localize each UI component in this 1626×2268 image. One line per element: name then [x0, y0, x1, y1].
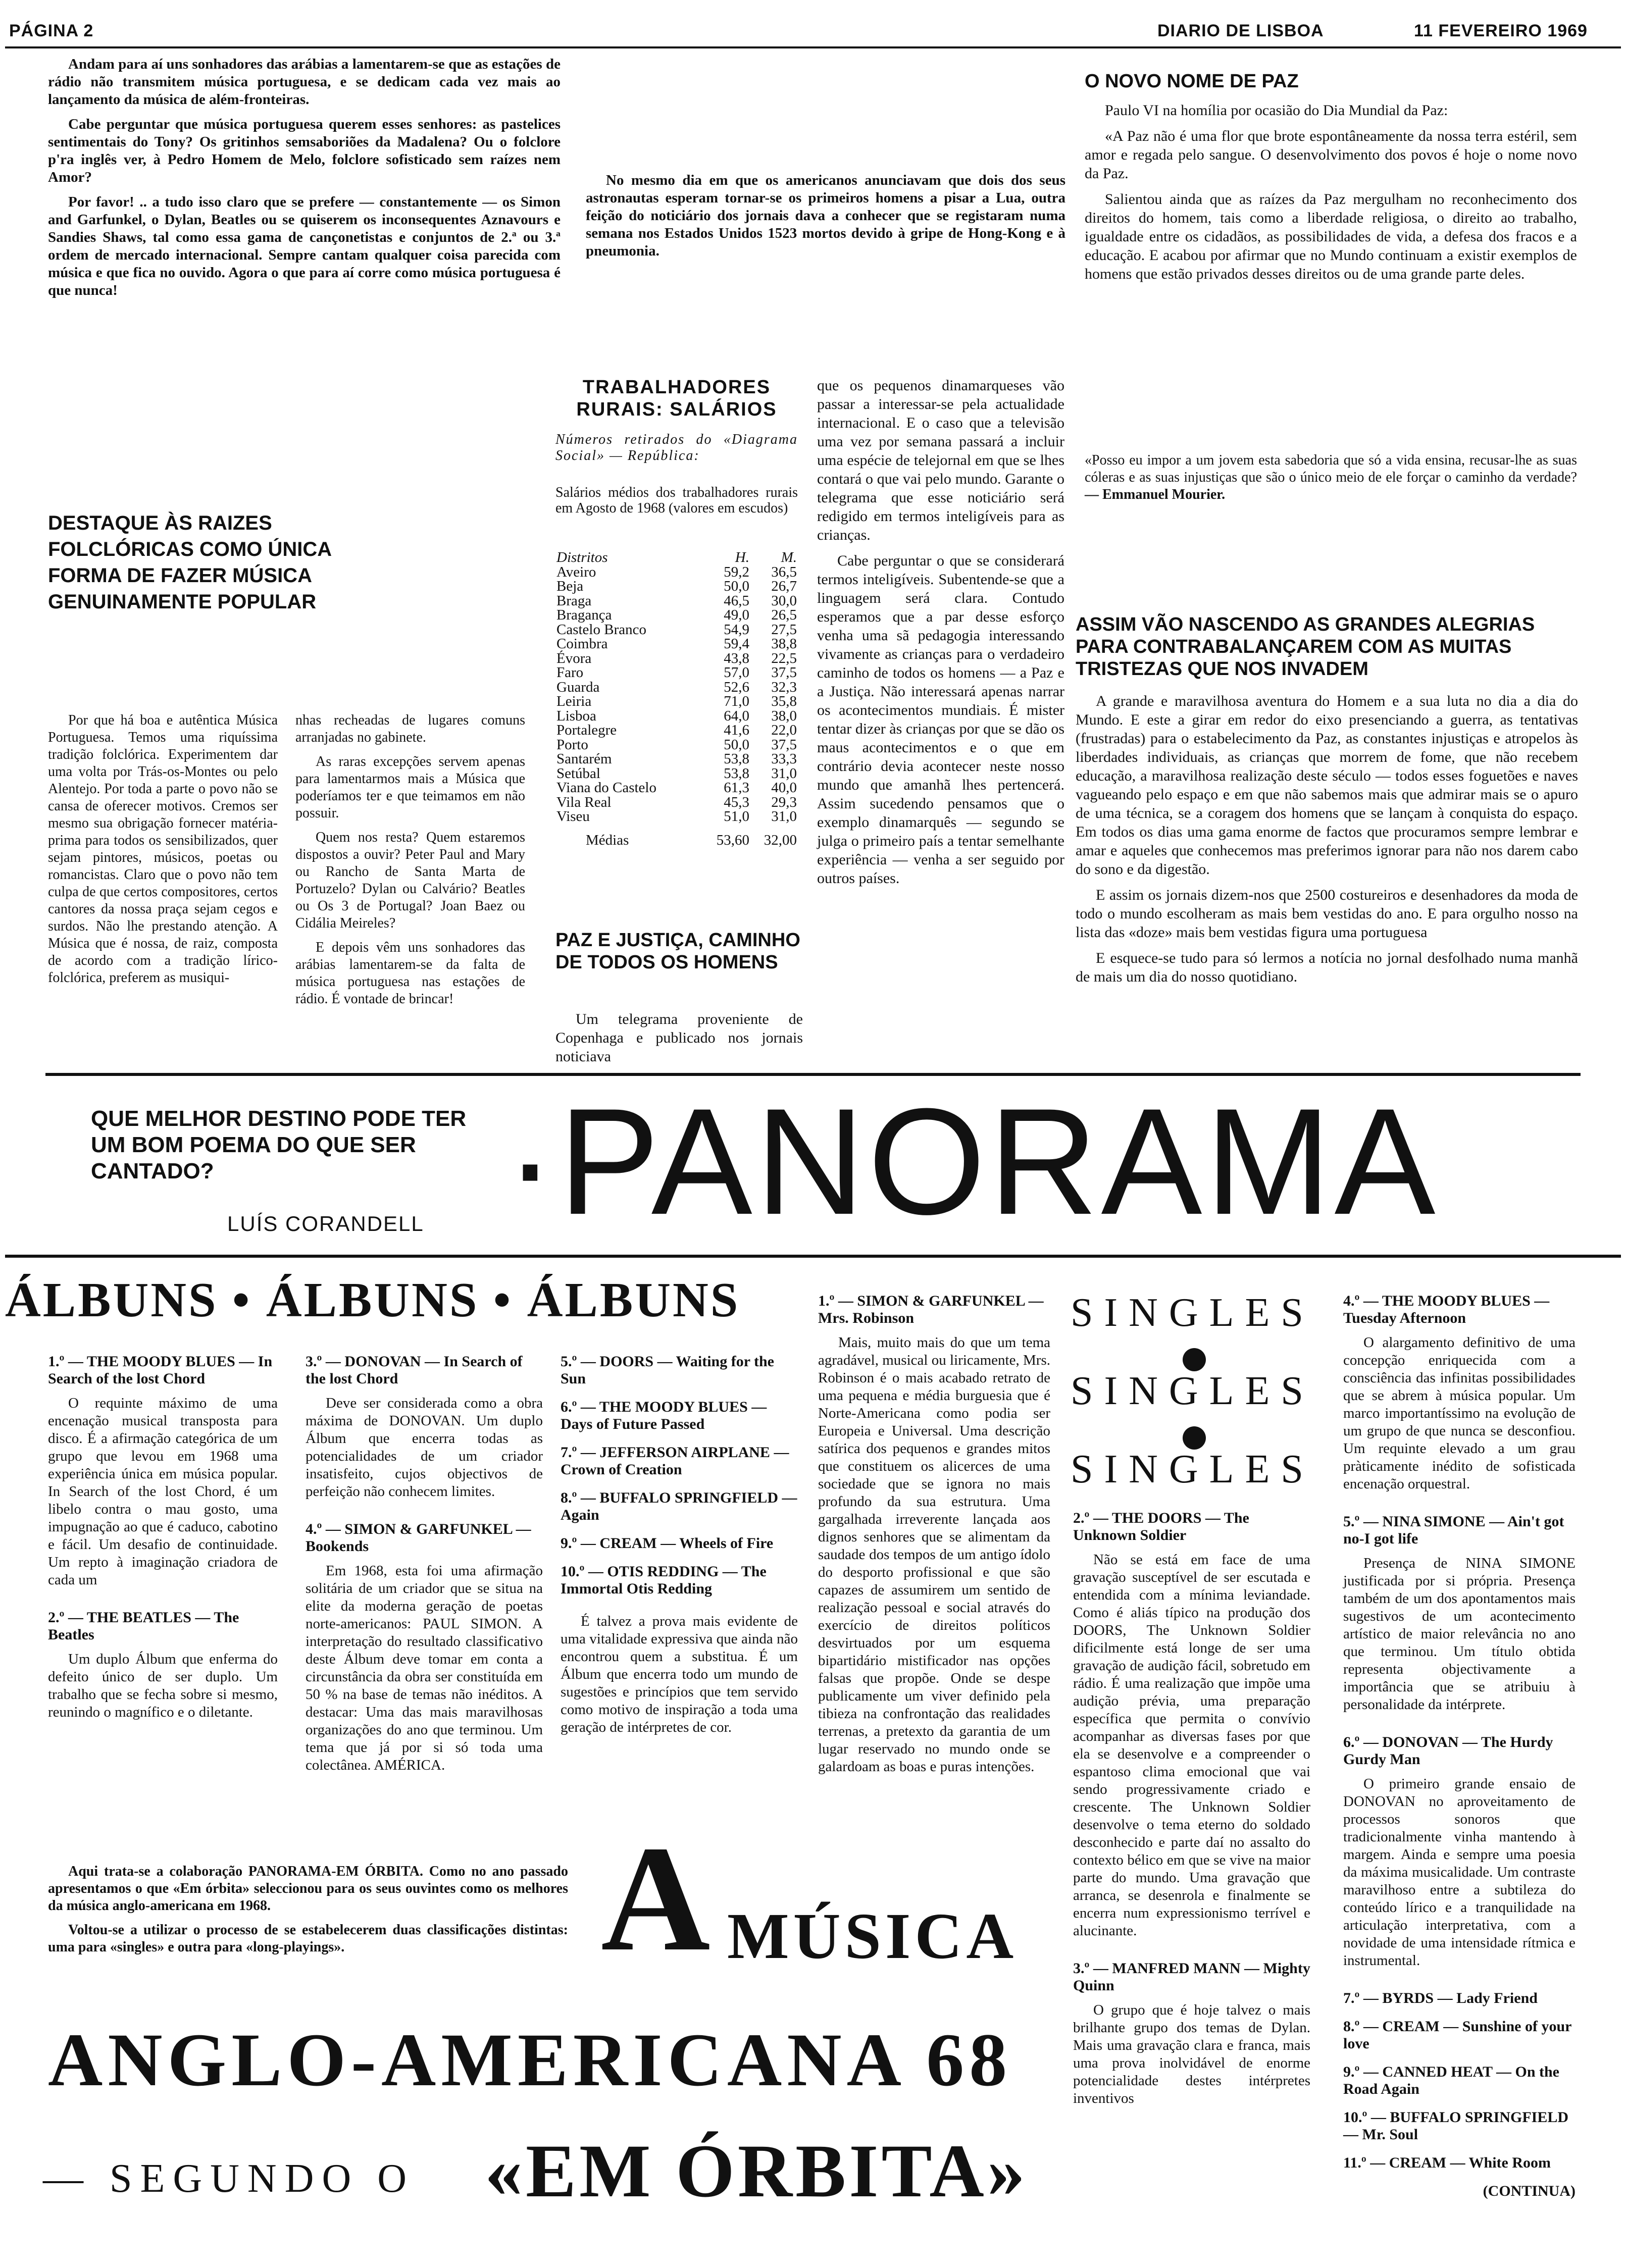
table-cell: 71,0: [724, 693, 749, 709]
table-cell: Beja: [556, 578, 584, 594]
table-cell: 59,2: [724, 563, 749, 580]
album-list-item: 5.º — DOORS — Waiting for the Sun: [561, 1353, 774, 1387]
table-cell: Leiria: [556, 693, 592, 709]
panorama-author: LUÍS CORANDELL: [227, 1212, 424, 1235]
header-rule: [5, 46, 1621, 48]
destaque-title: DESTAQUE ÀS RAIZES FOLCLÓRICAS COMO ÚNICA FORMA DE FAZER MÚSICA GENUINAMENTE POPULAR: [48, 512, 331, 613]
big-title-segundo: — SEGUNDO O: [43, 2156, 415, 2201]
album-entry-title: 1.º — THE MOODY BLUES — In Search of the lost Chord: [48, 1353, 273, 1387]
table-row: [555, 565, 798, 580]
table-row: [555, 651, 798, 666]
album-list-item: 7.º — JEFFERSON AIRPLANE — Crown of Creation: [561, 1444, 789, 1478]
table-cell: 22,5: [771, 650, 797, 666]
table-row: [555, 766, 798, 781]
table-cell: 50,0: [724, 736, 749, 753]
single-entry-body: Mais, muito mais do que um tema agradável, musical ou liricamente, Mrs. Robinson é o mais acabado retrato de uma pequena e média burguesia que é Norte-Americana como podia ser Europeia e Universal. Uma descrição satírica dos pequenos e grandes mitos que constituem os alicerces de uma sociedade que se ignora no mais profundo da sua estrutura. Uma gargalhada irreverente lançada aos dignos senhores que se alimentam da saudade dos tempos de um antigo ídolo do desporto profissional e que são capazes de assumirem um sentido de realização pessoal e social através do exercício de direitos políticos desvirtuados por um esquema bipartidário mistificador nas opções falsas que propõe. Onde se despe publicamente um viver definido pela tibieza na confrontação das realidades terrenas, a pretexto da garantia de um lugar reservado no mundo onde se galardoam as boas e puras intenções.: [818, 1334, 1050, 1775]
panorama-title: ·PANORAMA: [505, 1076, 1439, 1246]
single-entry-body: O grupo que é hoje talvez o mais brilhante grupo dos temas de Dylan. Mais uma gravação clara e franca, mais uma prova inolvidável de enorme potencialidade destes intérpretes inventivos: [1073, 2002, 1310, 2106]
editorial-top-left: [48, 56, 561, 306]
table-cell: Portalegre: [556, 722, 617, 738]
single-entry-title: 1.º — SIMON & GARFUNKEL — Mrs. Robinson: [818, 1293, 1044, 1326]
paragraph: Paulo VI na homília por ocasião do Dia Mundial da Paz:: [1105, 102, 1448, 119]
novo-nome-body: [1085, 101, 1577, 290]
big-title-orbita: «EM ÓRBITA»: [485, 2129, 1028, 2213]
albums-col1: [48, 1353, 278, 1741]
album-entry-title: 4.º — SIMON & GARFUNKEL — Bookends: [306, 1521, 531, 1555]
single-entry-title: 5.º — NINA SIMONE — Ain't got no-I got life: [1343, 1513, 1564, 1547]
single-entry-body: Não se está em face de uma gravação susceptível de ser escutada e entendida com a mínima leviandade. Como é aliás típico na produção dos DOORS, The Unknown Soldier dificilmente está longe de ser uma gravação de audição fácil, sobretudo em rádio. É uma realização que impõe uma audição prévia, uma preparação específica que permita o convívio acompanhar as diversas fases por que ela se desenvolve e a compreender o espantoso clima emocional que vai sendo progressivamente criado e crescente. The Unknown Soldier desenvolve o tema eterno do soldado desconhecido e parte daí no assalto do contexto bélico em que se vive na maior parte do mundo. Uma gravação que arranca, se desenrola e finalmente se encerra num expressionismo terrível e alucinante.: [1073, 1552, 1310, 1939]
paragraph: E depois vêm uns sonhadores das arábias lamentarem-se da falta de música portuguesa nas estações de rádio. É vontade de brincar!: [295, 940, 525, 1007]
salarios-title: TRABALHADORES RURAIS: SALÁRIOS: [576, 377, 777, 420]
singles-col4: [1073, 1510, 1310, 2128]
table-cell: 31,0: [771, 808, 797, 824]
intro-box: [48, 1863, 568, 1963]
table-cell: Setúbal: [556, 765, 600, 782]
issue-date: 11 FEVEREIRO 1969: [1414, 21, 1588, 40]
table-cell: 26,5: [771, 607, 797, 623]
album-entry-body: Um duplo Álbum que enferma do defeito único de ser duplo. Um trabalho que se fecha sobre si mesmo, reunindo o magnífico e o diletante.: [48, 1651, 278, 1720]
table-cell: Viana do Castelo: [556, 780, 656, 796]
panorama-question: QUE MELHOR DESTINO PODE TER UM BOM POEMA DO QUE SER CANTADO?: [91, 1106, 467, 1183]
dinamarqueses-body: [817, 376, 1064, 895]
table-cell: Bragança: [556, 607, 612, 623]
paragraph: A grande e maravilhosa aventura do Homem e a sua luta no dia a dia do Mundo. E este a girar em redor do eixo presenciando a guerra, as tentativas (frustradas) para o estabelecimento da Paz, as constantes injustiças e atropelos às liberdades individuais, as crianças que morrem de fome, que não recebem educação, a maravilhosa realização deste século — todos esses foguetões e naves vagueando pelo espaço e em que não sabemos mais que admirar mais se o apuro de uma técnica, se a coragem dos homens que se lançam à conquista do espaço. Em todos os dias uma gama enorme de factos que procuramos sempre lembrar e amar e aqueles que conhecemos mas preferimos ignorar para não nos darem cabo do sono e da digestão.: [1076, 693, 1578, 878]
big-title-letter-a: A: [601, 1815, 710, 1982]
table-row: [555, 623, 798, 637]
page-number: PÁGINA 2: [9, 21, 94, 40]
album-list-item: 9.º — CREAM — Wheels of Fire: [561, 1535, 774, 1552]
table-cell: 38,8: [771, 636, 797, 652]
salarios-table: [555, 550, 798, 847]
alegrias-body: [1076, 692, 1578, 993]
big-title-musica: MÚSICA: [727, 1900, 1018, 1973]
album-entry-body: O requinte máximo de uma encenação musical transposta para disco. É a afirmação categórica de um grupo que levou em 1968 uma experiência única em música popular. In Search of the lost Chord, é um libelo contra o mau gosto, uma impugnação ao que é caduco, cabotino e fácil. Um desafio de continuidade. Um repto à imaginação criadora de cada um: [48, 1395, 278, 1588]
single-list-item: 8.º — CREAM — Sunshine of your love: [1343, 2018, 1571, 2052]
table-cell: 36,5: [771, 563, 797, 580]
table-row: [555, 709, 798, 724]
table-cell: Viseu: [556, 808, 590, 824]
paz-justica-title: PAZ E JUSTIÇA, CAMINHO DE TODOS OS HOMENS: [555, 930, 800, 973]
singles-word-2: SINGLES: [1071, 1369, 1314, 1413]
singles-col-mid: [818, 1293, 1050, 1796]
alegrias-title: ASSIM VÃO NASCENDO AS GRANDES ALEGRIAS PARA CONTRABALANÇAREM COM AS MUITAS TRISTEZAS QUE NOS INVADEM: [1076, 614, 1535, 680]
table-cell: 30,0: [771, 592, 797, 609]
continua-label: (CONTINUA): [1483, 2183, 1576, 2199]
mourier-quote: [1085, 452, 1577, 503]
paragraph: Quem nos resta? Quem estaremos dispostos a ouvir? Peter Paul and Mary ou Rancho de Santa Marta de Portuzelo? Dylan ou Calvário? Beatles ou Os 3 de Portugal? Joan Baez ou Cidália Meireles?: [295, 830, 525, 931]
table-header-row: [555, 550, 798, 565]
table-row: [555, 579, 798, 594]
table-row: [555, 781, 798, 795]
album-entry-body: Deve ser considerada como a obra máxima de DONOVAN. Um duplo Álbum que encerra todas as potencialidades de um criador insatisfeito, cujos objectivos de perfeição não conhecem limites.: [306, 1395, 543, 1500]
album-entry-body: Em 1968, esta foi uma afirmação solitária de um criador que se situa na elite da moderna geração de poetas norte-americanos: PAUL SIMON. A interpretação do resultado classificativo deste Álbum deve tomar em conta a circunstância da obra ser constituída em 50 % na base de temas não inéditos. A destacar: Uma das mais maravilhosas organizações do ano que terminou. Um tema que já por si só toda uma colectânea. AMÉRICA.: [306, 1563, 543, 1773]
salary-table: [555, 550, 798, 847]
paragraph: As raras excepções servem apenas para lamentarmos mais a Música que poderíamos ter e que teimamos em não possuir.: [295, 754, 525, 821]
quote-author: — Emmanuel Mourier.: [1085, 487, 1226, 502]
single-entry-title: 2.º — THE DOORS — The Unknown Soldier: [1073, 1510, 1249, 1543]
single-entry-body: O alargamento definitivo de uma concepção enriquecida com a consciência das infinitas possibilidades que se abrem à música popular. Um marco importantíssimo na evolução de um grupo de que nunca se desconfiou. Um requinte elevado a um grau pràticamente inédito de sofisticada encenação orquestral.: [1343, 1334, 1576, 1492]
album-entry-title: 3.º — DONOVAN — In Search of the lost Chord: [306, 1353, 523, 1387]
col-m: M.: [781, 549, 797, 565]
table-row: [555, 809, 798, 824]
col-district: Distritos: [556, 549, 608, 565]
table-cell: 22,0: [771, 722, 797, 738]
paragraph: E esquece-se tudo para só lermos a notícia no jornal desfolhado numa manhã de mais um dia do nosso quotidiano.: [1076, 950, 1578, 985]
table-cell: 27,5: [771, 621, 797, 638]
album-list-item: 10.º — OTIS REDDING — The Immortal Otis Redding: [561, 1563, 767, 1597]
table-cell: 32,3: [771, 679, 797, 695]
table-cell: Lisboa: [556, 707, 596, 724]
table-cell: 45,3: [724, 794, 749, 810]
table-cell: Coimbra: [556, 636, 608, 652]
singles-word-3: SINGLES: [1071, 1447, 1314, 1491]
table-cell: 53,8: [724, 765, 749, 782]
single-entry-body: Presença de NINA SIMONE justificada por si própria. Presença também de um dos apontamentos mais sugestivos de um acontecimento artístico de maior relevância no ano que terminou. Um título obtida representa objectivamente a importância que se atribuiu à personalidade da intérprete.: [1343, 1555, 1576, 1713]
table-row: [555, 594, 798, 608]
table-cell: Braga: [556, 592, 592, 609]
quote-text: «Posso eu impor a um jovem esta sabedoria que só a vida ensina, recusar-lhe as suas cóleras e as suas injustiças que são o único meio de ele forçar o caminho da verdade?: [1085, 452, 1577, 485]
paragraph: Aqui trata-se a colaboração PANORAMA-EM ÓRBITA. Como no ano passado apresentamos o que «Em órbita» seleccionou para os seus ouvintes como os melhores da música anglo-americana em 1968.: [48, 1864, 568, 1914]
singles-col5: [1343, 1293, 1576, 2211]
single-entry-title: 3.º — MANFRED MANN — Mighty Quinn: [1073, 1960, 1310, 1994]
novo-nome-title: O NOVO NOME DE PAZ: [1085, 71, 1299, 92]
single-list-item: 7.º — BYRDS — Lady Friend: [1343, 1990, 1538, 2006]
table-cell: 31,0: [771, 765, 797, 782]
newspaper-name: DIARIO DE LISBOA: [1157, 21, 1324, 40]
table-row: [555, 694, 798, 709]
salarios-source: Números retirados do «Diagrama Social» — República:: [555, 432, 798, 463]
table-cell: 33,3: [771, 751, 797, 767]
table-cell: 52,6: [724, 679, 749, 695]
table-cell: Faro: [556, 664, 584, 681]
panorama-bottom-rule: [5, 1255, 1621, 1258]
table-cell: 50,0: [724, 578, 749, 594]
paragraph: que os pequenos dinamarqueses vão passar a interessar-se pela actualidade internacional. E o caso que a televisão uma vez por semana passará a incluir uma espécie de telejornal em que se lhes contará o que vai pelo mundo. Garante o telegrama que esse noticiário será redigido em termos inteligíveis para as crianças.: [817, 377, 1064, 543]
paragraph: Cabe perguntar o que se considerará termos inteligíveis. Subentende-se que a linguagem será clara. Contudo esperamos que a par desse esforço venha uma sã pedagogia interessando vivamente as crianças para o verdadeiro caminho de todos os homens — a Paz e a Justiça. Não interessará apenas narrar os acontecimentos mundiais. É mister tentar dizer às crianças por que se dão os maus acontecimentos e o que em contrário devia acontecer neste nosso mundo que amanhã lhes pertencerá. Assim sucedendo pensamos que o exemplo dinamarquês — segundo se julga o primeiro país a tentar semelhante experiência — venha a ser seguido por outros países.: [817, 552, 1064, 887]
single-entry-title: 6.º — DONOVAN — The Hurdy Gurdy Man: [1343, 1734, 1553, 1768]
table-row: [555, 752, 798, 766]
moon-flu-note: No mesmo dia em que os americanos anunciavam que dois dos seus astronautas esperam tornar-se os primeiros homens a pisar a Lua, outra feição do noticiário dos jornais dava a conhecer que se registaram numa semana nos Estados Unidos 1523 mortos devido à gripe de Hong-Kong e à pneumonia.: [586, 172, 1065, 259]
single-entry-body: O primeiro grande ensaio de DONOVAN no aproveitamento de processos sonoros que tradicionalmente vinha mantendo à margem. Ainda e sempre uma poesia da máxima musicalidade. Um contraste maravilhoso entre a subtileza do conteúdo lírico e a tranquilidade na articulação interpretativa, com a novidade de uma intensidade rítmica e instrumental.: [1343, 1776, 1576, 1969]
col-h: H.: [735, 549, 749, 565]
destaque-col2: [295, 712, 525, 1015]
table-cell: 29,3: [771, 794, 797, 810]
paragraph: Salientou ainda que as raízes da Paz mergulham no reconhecimento dos direitos do homem, tais como a liberdade religiosa, o direito ao trabalho, igualdade entre os cidadãos, as possibilidades de vida, a defesa dos fracos e a educação. E acabou por afirmar que no Mundo continuam a existir exemplos de homens que estão privados desses direitos ou de uma grande parte deles.: [1085, 191, 1577, 282]
single-list-item: 9.º — CANNED HEAT — On the Road Again: [1343, 2064, 1559, 2097]
table-row: [555, 608, 798, 623]
table-cell: 54,9: [724, 621, 749, 638]
table-row: [555, 795, 798, 810]
table-cell: 37,5: [771, 664, 797, 681]
paz-justica-body: Um telegrama proveniente de Copenhaga e publicado nos jornais noticiava: [555, 1011, 803, 1065]
table-cell: 40,0: [771, 780, 797, 796]
albums-banner: ÁLBUNS • ÁLBUNS • ÁLBUNS: [5, 1273, 740, 1327]
table-cell: Castelo Branco: [556, 621, 646, 638]
album-entry-title: 2.º — THE BEATLES — The Beatles: [48, 1609, 239, 1643]
albums-col2: [306, 1353, 543, 1794]
table-cell: 53,8: [724, 751, 749, 767]
avg-label: Médias: [586, 832, 629, 848]
album-list-item: 8.º — BUFFALO SPRINGFIELD — Again: [561, 1489, 797, 1523]
table-cell: 43,8: [724, 650, 749, 666]
paragraph: Andam para aí uns sonhadores das arábias a lamentarem-se que as estações de rádio não transmitem música portuguesa, e se dedicam cada vez mais ao lançamento da música de além-fronteiras.: [48, 56, 561, 108]
paragraph: Voltou-se a utilizar o processo de se estabelecerem duas classificações distintas: uma para «singles» e outra para «long-playings».: [48, 1922, 568, 1955]
paragraph: E assim os jornais dizem-nos que 2500 costureiros e desenhadores da moda de todo o mundo escolheram as mais bem vestidas do ano. E para orgulho nosso na lista das «doze» mais bem vestidas figura uma portuguesa: [1076, 887, 1578, 941]
single-entry-title: 4.º — THE MOODY BLUES — Tuesday Afternoon: [1343, 1293, 1550, 1326]
table-cell: 61,3: [724, 780, 749, 796]
table-cell: 49,0: [724, 607, 749, 623]
single-list-item: 11.º — CREAM — White Room: [1343, 2154, 1551, 2171]
single-list-item: 10.º — BUFFALO SPRINGFIELD — Mr. Soul: [1343, 2109, 1569, 2143]
table-cell: 46,5: [724, 592, 749, 609]
paragraph: Por favor! .. a tudo isso claro que se prefere — constantemente — os Simon and Garfunkel, o Dylan, Beatles ou se quiserem os inconsequentes Aznavours e Sandies Shaws, tal como essa gama de cançonetistas e conjuntos de 2.ª ou 3.ª ordem de mercado internacional. Sempre cantam qualquer coisa parecida com música e que fica no ouvido. Agora o que para aí corre como música portuguesa é que nunca!: [48, 194, 561, 298]
table-row: [555, 723, 798, 738]
singles-word-1: SINGLES: [1071, 1291, 1314, 1335]
destaque-col1: Por que há boa e autêntica Música Portuguesa. Temos uma riquíssima tradição folclórica. Experimentem dar uma volta por Trás-os-Montes ou pelo Alentejo. Por toda a parte o povo não se cansa de oferecer motivos. Cremos ser mesmo sua obrigação fornecer matéria-prima para todos os sensibilizados, quer sejam pintores, músicos, poetas ou romancistas. Claro que o povo não tem culpa de que certos compositores, certos cantores da nossa praça sejam cegos e surdos. Não lhe prestando atenção. A Música que é nossa, de raiz, composta de acordo com a tradição lírico-folclórica, preferem as musiqui-: [48, 712, 278, 986]
table-cell: Évora: [556, 650, 592, 666]
paragraph: «A Paz não é uma flor que brote espontâneamente da nossa terra estéril, sem amor e regada pelo sangue. O desenvolvimento dos povos é hoje o nome novo da Paz.: [1085, 128, 1577, 182]
table-cell: Porto: [556, 736, 588, 753]
table-row: [555, 680, 798, 695]
table-cell: 57,0: [724, 664, 749, 681]
table-row: [555, 665, 798, 680]
album-entry-body: É talvez a prova mais evidente de uma vitalidade expressiva que ainda não encontrou quem a substitua. É um Álbum que encerra todo um mundo de sugestões e princípios que tem servido como motivo de inspiração a toda uma geração de intérpretes de cor.: [561, 1613, 798, 1735]
table-cell: 38,0: [771, 707, 797, 724]
table-cell: 26,7: [771, 578, 797, 594]
album-list-item: 6.º — THE MOODY BLUES — Days of Future Passed: [561, 1399, 767, 1432]
avg-h: 53,60: [716, 832, 749, 848]
table-cell: Vila Real: [556, 794, 612, 810]
big-title-line2: ANGLO-AMERICANA 68: [48, 2018, 1012, 2102]
paragraph: nhas recheadas de lugares comuns arranjadas no gabinete.: [295, 712, 525, 745]
albums-col3: [561, 1353, 798, 1757]
table-avg-row: [555, 824, 798, 848]
table-cell: 35,8: [771, 693, 797, 709]
table-cell: 64,0: [724, 707, 749, 724]
table-cell: 51,0: [724, 808, 749, 824]
table-cell: Aveiro: [556, 563, 596, 580]
table-row: [555, 637, 798, 651]
table-cell: 41,6: [724, 722, 749, 738]
paragraph: Cabe perguntar que música portuguesa querem esses senhores: as pastelices sentimentais do Tony? Os gritinhos semsaboriões da Madalena? Ou o folclore p'ra inglês ver, à Pedro Homem de Melo, folclore sofisticado sem raízes nem Amor?: [48, 116, 561, 185]
table-cell: Santarém: [556, 751, 612, 767]
salarios-intro: Salários médios dos trabalhadores rurais em Agosto de 1968 (valores em escudos): [555, 485, 798, 516]
avg-m: 32,00: [764, 832, 797, 848]
table-row: [555, 738, 798, 752]
table-cell: 37,5: [771, 736, 797, 753]
table-cell: 59,4: [724, 636, 749, 652]
table-cell: Guarda: [556, 679, 600, 695]
